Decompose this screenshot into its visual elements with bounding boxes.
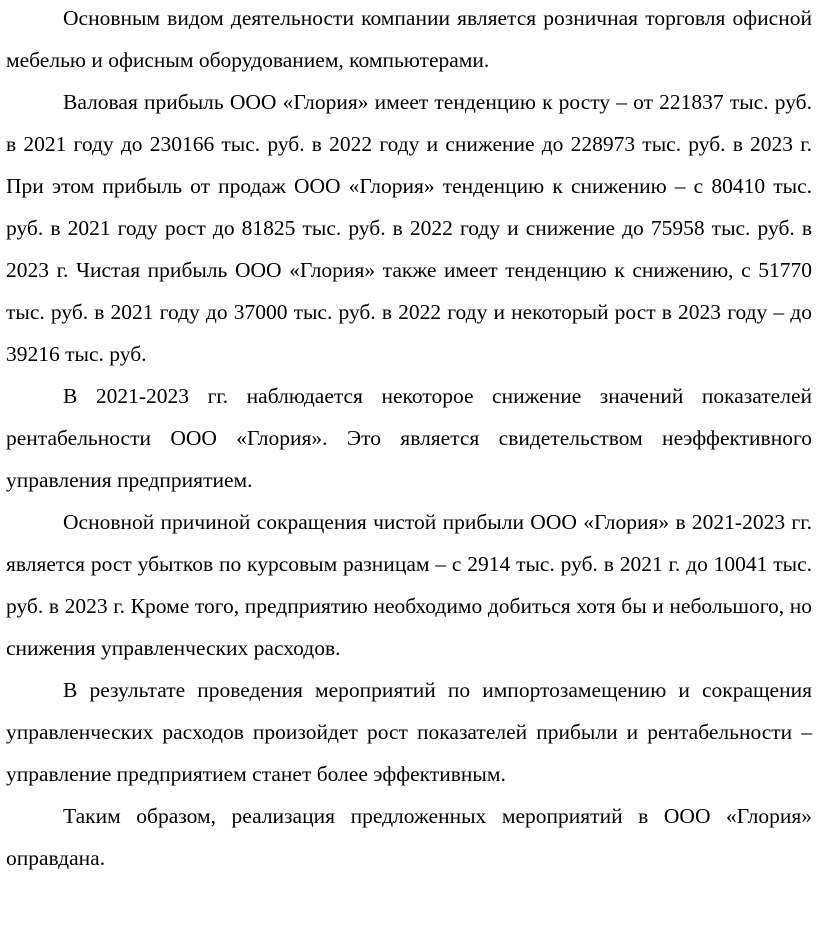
- paragraph-main-activity: Основным видом деятельности компании является розничная торговля офисной мебелью и офисным оборудованием, компьютерами.: [6, 6, 812, 72]
- paragraph-measures-result: В результате проведения мероприятий по импортозамещению и сокращения управленческих расходов произойдет рост показателей прибыли и рентабельности – управление предприятием станет более эффективным.: [6, 678, 812, 786]
- paragraph-conclusion: Таким образом, реализация предложенных мероприятий в ООО «Глория» оправдана.: [6, 804, 812, 870]
- paragraph-profitability-decline: В 2021-2023 гг. наблюдается некоторое снижение значений показателей рентабельности ООО «Глория». Это является свидетельством неэффективного управления предприятием.: [6, 384, 812, 492]
- paragraph-profit-dynamics: Валовая прибыль ООО «Глория» имеет тенденцию к росту – от 221837 тыс. руб. в 2021 году до 230166 тыс. руб. в 2022 году и снижение до 228973 тыс. руб. в 2023 г. При этом прибыль от продаж ООО «Глория» тенденцию к снижению – с 80410 тыс. руб. в 2021 году рост до 81825 тыс. руб. в 2022 году и снижение до 75958 тыс. руб. в 2023 г. Чистая прибыль ООО «Глория» также имеет тенденцию к снижению, с 51770 тыс. руб. в 2021 году до 37000 тыс. руб. в 2022 году и некоторый рост в 2023 году – до 39216 тыс. руб.: [6, 90, 812, 366]
- paragraph-net-profit-cause: Основной причиной сокращения чистой прибыли ООО «Глория» в 2021-2023 гг. является рост убытков по курсовым разницам – с 2914 тыс. руб. в 2021 г. до 10041 тыс. руб. в 2023 г. Кроме того, предприятию необходимо добиться хотя бы и небольшого, но снижения управленческих расходов.: [6, 510, 812, 660]
- document-page: [6, 0, 812, 879]
